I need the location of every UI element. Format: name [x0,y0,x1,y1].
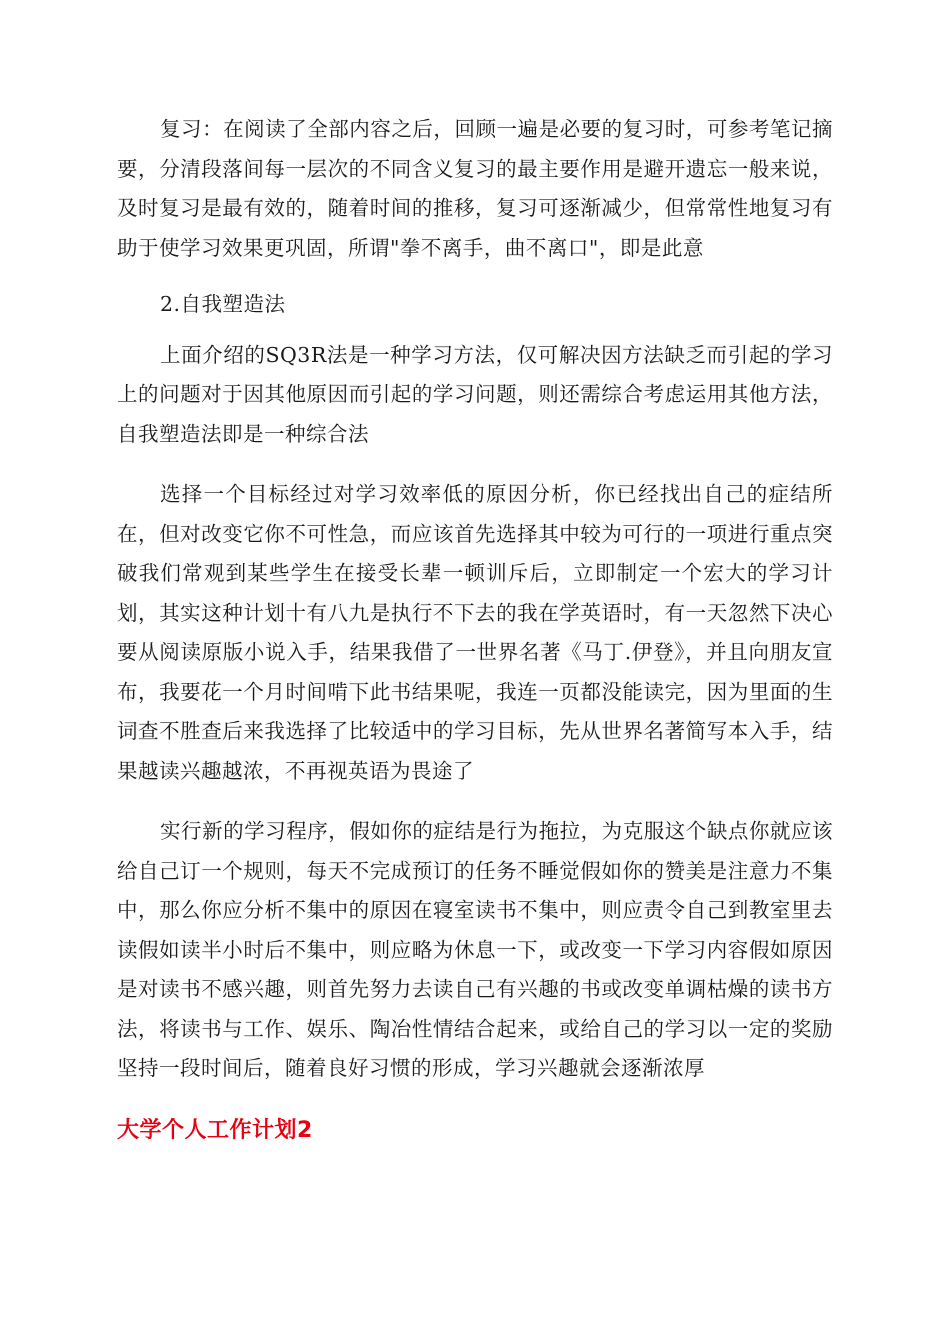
paragraph-program: 实行新的学习程序，假如你的症结是行为拖拉，为克服这个缺点你就应该给自己订一个规则，每天不完成预订的任务不睡觉假如你的赞美是注意力不集中，那么你应分析不集中的原因在寝室读书不集中，则应责令自己到教室里去读假如读半小时后不集中，则应略为休息一下，或改变一下学习内容假如原因是对读书不感兴趣，则首先努力去读自己有兴趣的书或改变单调枯燥的读书方法，将读书与工作、娱乐、陶冶性情结合起来，或给自己的学习以一定的奖励坚持一段时间后，随着良好习惯的形成，学习兴趣就会逐渐浓厚 [117,819,833,1080]
method-title: 2.自我塑造法 [160,292,286,316]
document-page [117,110,833,1151]
paragraph-review: 复习：在阅读了全部内容之后，回顾一遍是必要的复习时，可参考笔记摘要，分清段落间每一层次的不同含义复习的最主要作用是避开遗忘一般来说，及时复习是最有效的，随着时间的推移，复习可逐渐减少，但常常性地复习有助于使学习效果更巩固，所谓"拳不离手，曲不离口"，即是此意 [117,117,833,260]
section-heading: 大学个人工作计划2 [117,1117,313,1143]
paragraph-goal: 选择一个目标经过对学习效率低的原因分析，你已经找出自己的症结所在，但对改变它你不可性急，而应该首先选择其中较为可行的一项进行重点突破我们常观到某些学生在接受长辈一顿训斥后，立即制定一个宏大的学习计划，其实这种计划十有八九是执行不下去的我在学英语时，有一天忽然下决心要从阅读原版小说入手，结果我借了一世界名著《马丁.伊登》，并且向朋友宣布，我要花一个月时间啃下此书结果呢，我连一页都没能读完，因为里面的生词查不胜查后来我选择了比较适中的学习目标，先从世界名著简写本入手，结果越读兴趣越浓，不再视英语为畏途了 [117,482,833,783]
paragraph-intro: 上面介绍的SQ3R法是一种学习方法，仅可解决因方法缺乏而引起的学习上的问题对于因其他原因而引起的学习问题，则还需综合考虑运用其他方法，自我塑造法即是一种综合法 [117,342,833,446]
